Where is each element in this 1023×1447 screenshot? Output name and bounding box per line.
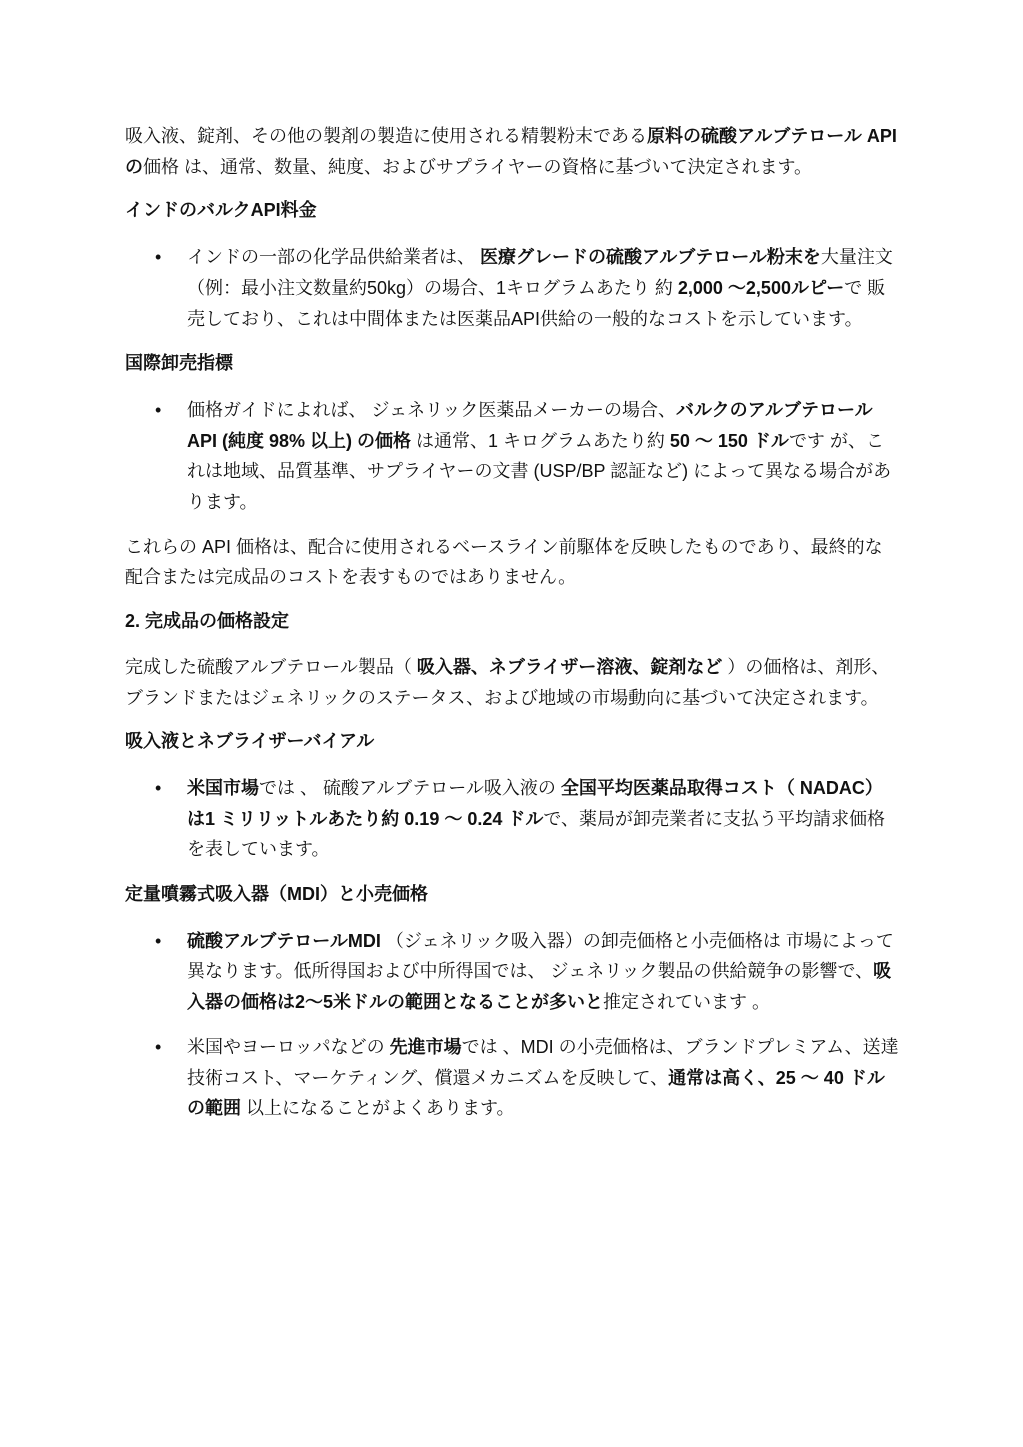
bullet-list [125,773,900,865]
bold-text: 硫酸アルブテロールMDI [187,930,381,951]
text-run: 国際卸売指標 [125,353,233,374]
section-heading [125,606,900,637]
document-body [125,121,900,1138]
bold-text: 先進市場 [389,1036,462,1057]
text-run: 価格 は、通常、数量、純度、およびサプライヤーの資格に基づいて決定されます。 [143,156,813,177]
text-run: （ジェネリック吸入器）の卸売価格と小売価格は 市場によって異なります。低所得国および中所得国では、 ジェネリック製品の供給競争の影響で、 [187,930,894,982]
text-run: 価格ガイドによれば、 ジェネリック医薬品メーカーの場合、 [187,399,677,420]
bullet-icon: • [155,247,162,268]
text-run: 吸入液とネブライザーバイアル [125,731,375,752]
section-heading [125,726,900,757]
text-run: 推定されています 。 [603,992,771,1013]
text-run: インドのバルクAPI料金 [125,200,317,221]
text-run: で、薬局が卸売業者に支払う平均請求価格を表しています。 [187,808,886,860]
bold-text: 原料の硫酸アルブテロール API の [125,126,897,177]
bullet-icon: • [155,1036,162,1057]
paragraph [125,652,900,713]
text-run: は通常、1 キログラムあたり約 [411,430,670,451]
bullet-list [125,242,900,334]
paragraph [125,532,900,593]
bold-text: 全国平均医薬品取得コスト（ NADAC）は1 ミリリットルあたり約 0.19 ～ 0.24 ドル [187,777,883,829]
bold-text: 医療グレードの硫酸アルブテロール粉末を [480,247,821,268]
paragraph [125,121,900,182]
bold-text: 2,000 ～2,500ルピー [677,277,845,298]
text-run: です が、これは地域、品質基準、サプライヤーの文書 (USP/BP 認証など) によって異なる場合があります。 [187,430,892,513]
list-item [125,242,900,334]
text-run: 以上になることがよくあります。 [241,1098,515,1119]
text-run: 米国やヨーロッパなどの [187,1036,390,1057]
bullet-icon: • [155,399,162,420]
bold-text: 通常は高く、25 ～ 40 ドルの範囲 [187,1067,885,1119]
section-heading [125,195,900,226]
bullet-icon: • [155,777,162,798]
bold-text: 50 ～ 150 ドル [669,430,789,451]
list-item [125,1032,900,1124]
text-run: 吸入液、錠剤、その他の製剤の製造に使用される精製粉末である [125,126,647,146]
bullet-icon: • [155,930,162,951]
list-item [125,926,900,1018]
text-run: ）の価格は、剤形、ブランドまたはジェネリックのステータス、および地域の市場動向に基づいて決定されます。 [125,656,890,708]
bullet-list [125,395,900,518]
bold-text: バルクのアルブテロール API (純度 98% 以上) の価格 [187,399,873,451]
bullet-list [125,926,900,1124]
section-heading [125,348,900,379]
list-item [125,395,900,518]
bold-text: 米国市場 [187,777,259,798]
text-run: 定量噴霧式吸入器（MDI）と小売価格 [125,884,428,905]
text-run: これらの API 価格は、配合に使用されるベースライン前駆体を反映したものであり、最終的な配合または完成品のコストを表すものではありません。 [125,536,883,588]
text-run: 大量注文（例：最小注文数量約50kg）の場合、1キログラムあたり 約 [187,247,893,298]
bold-text: 吸入器、ネブライザー溶液、錠剤など [416,656,723,677]
text-run: では 、 硫酸アルブテロール吸入液の [259,777,561,798]
text-run: 2. 完成品の価格設定 [125,611,290,632]
section-heading [125,879,900,910]
list-item [125,773,900,865]
text-run: インドの一部の化学品供給業者は、 [187,247,480,268]
text-run: では 、MDI の小売価格は、ブランドプレミアム、送達技術コスト、マーケティング、償還メカニズムを反映して、 [187,1036,899,1088]
bold-text: 吸入器の価格は2～5米ドルの範囲となることが多いと [187,961,892,1013]
text-run: で 販売しており、これは中間体または医薬品API供給の一般的なコストを示しています。 [187,277,886,329]
text-run: 完成した硫酸アルブテロール製品（ [125,656,417,677]
